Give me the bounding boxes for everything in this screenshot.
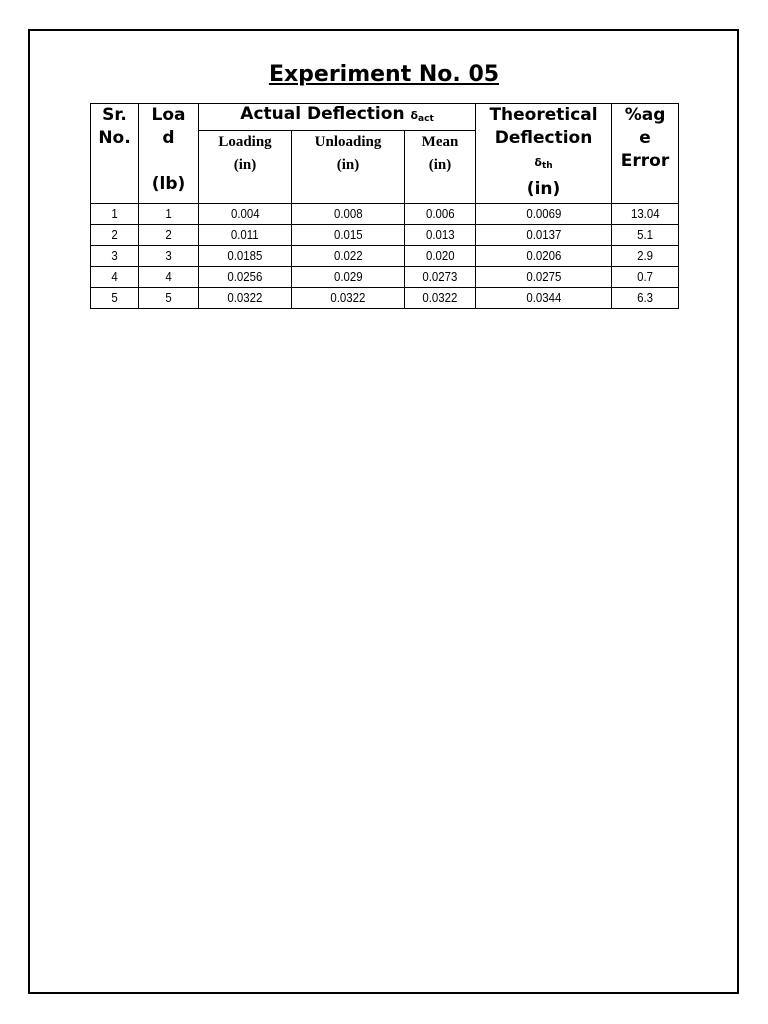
cell-load: 5 bbox=[139, 288, 199, 309]
cell-unloading: 0.015 bbox=[292, 225, 405, 246]
cell-theoretical: 0.0206 bbox=[476, 246, 612, 267]
cell-error: 0.7 bbox=[612, 267, 679, 288]
header-load: Loa d (lb) bbox=[139, 104, 199, 204]
cell-unloading: 0.022 bbox=[292, 246, 405, 267]
header-unloading: Unloading (in) bbox=[292, 131, 405, 204]
cell-load: 3 bbox=[139, 246, 199, 267]
header-theoretical-deflection: Theoretical Deflection $\delta_{th}$ (in) bbox=[476, 104, 612, 204]
cell-load: 1 bbox=[139, 204, 199, 225]
cell-mean: 0.013 bbox=[405, 225, 476, 246]
table-row bbox=[91, 225, 679, 246]
header-actual-deflection: Actual Deflection $\delta_{act}$ bbox=[199, 104, 476, 131]
cell-error: 13.04 bbox=[612, 204, 679, 225]
cell-load: 4 bbox=[139, 267, 199, 288]
cell-unloading: 0.029 bbox=[292, 267, 405, 288]
cell-loading: 0.0256 bbox=[199, 267, 292, 288]
table-row bbox=[91, 267, 679, 288]
cell-sr-no: 1 bbox=[91, 204, 139, 225]
cell-theoretical: 0.0275 bbox=[476, 267, 612, 288]
cell-theoretical: 0.0344 bbox=[476, 288, 612, 309]
cell-theoretical: 0.0069 bbox=[476, 204, 612, 225]
header-loading: Loading (in) bbox=[199, 131, 292, 204]
cell-loading: 0.011 bbox=[199, 225, 292, 246]
cell-mean: 0.0273 bbox=[405, 267, 476, 288]
cell-error: 5.1 bbox=[612, 225, 679, 246]
table-row bbox=[91, 204, 679, 225]
cell-loading: 0.004 bbox=[199, 204, 292, 225]
header-mean: Mean (in) bbox=[405, 131, 476, 204]
cell-unloading: 0.0322 bbox=[292, 288, 405, 309]
page-title: Experiment No. 05 bbox=[268, 62, 500, 87]
cell-sr-no: 5 bbox=[91, 288, 139, 309]
header-percentage-error: %ag e Error bbox=[612, 104, 679, 204]
cell-theoretical: 0.0137 bbox=[476, 225, 612, 246]
cell-sr-no: 3 bbox=[91, 246, 139, 267]
cell-sr-no: 4 bbox=[91, 267, 139, 288]
cell-loading: 0.0322 bbox=[199, 288, 292, 309]
table-row bbox=[91, 288, 679, 309]
cell-loading: 0.0185 bbox=[199, 246, 292, 267]
cell-sr-no: 2 bbox=[91, 225, 139, 246]
cell-error: 2.9 bbox=[612, 246, 679, 267]
cell-error: 6.3 bbox=[612, 288, 679, 309]
cell-load: 2 bbox=[139, 225, 199, 246]
cell-mean: 0.006 bbox=[405, 204, 476, 225]
cell-unloading: 0.008 bbox=[292, 204, 405, 225]
table-row bbox=[91, 246, 679, 267]
cell-mean: 0.0322 bbox=[405, 288, 476, 309]
header-sr-no: Sr. No. bbox=[91, 104, 139, 204]
cell-mean: 0.020 bbox=[405, 246, 476, 267]
deflection-table bbox=[90, 103, 679, 309]
